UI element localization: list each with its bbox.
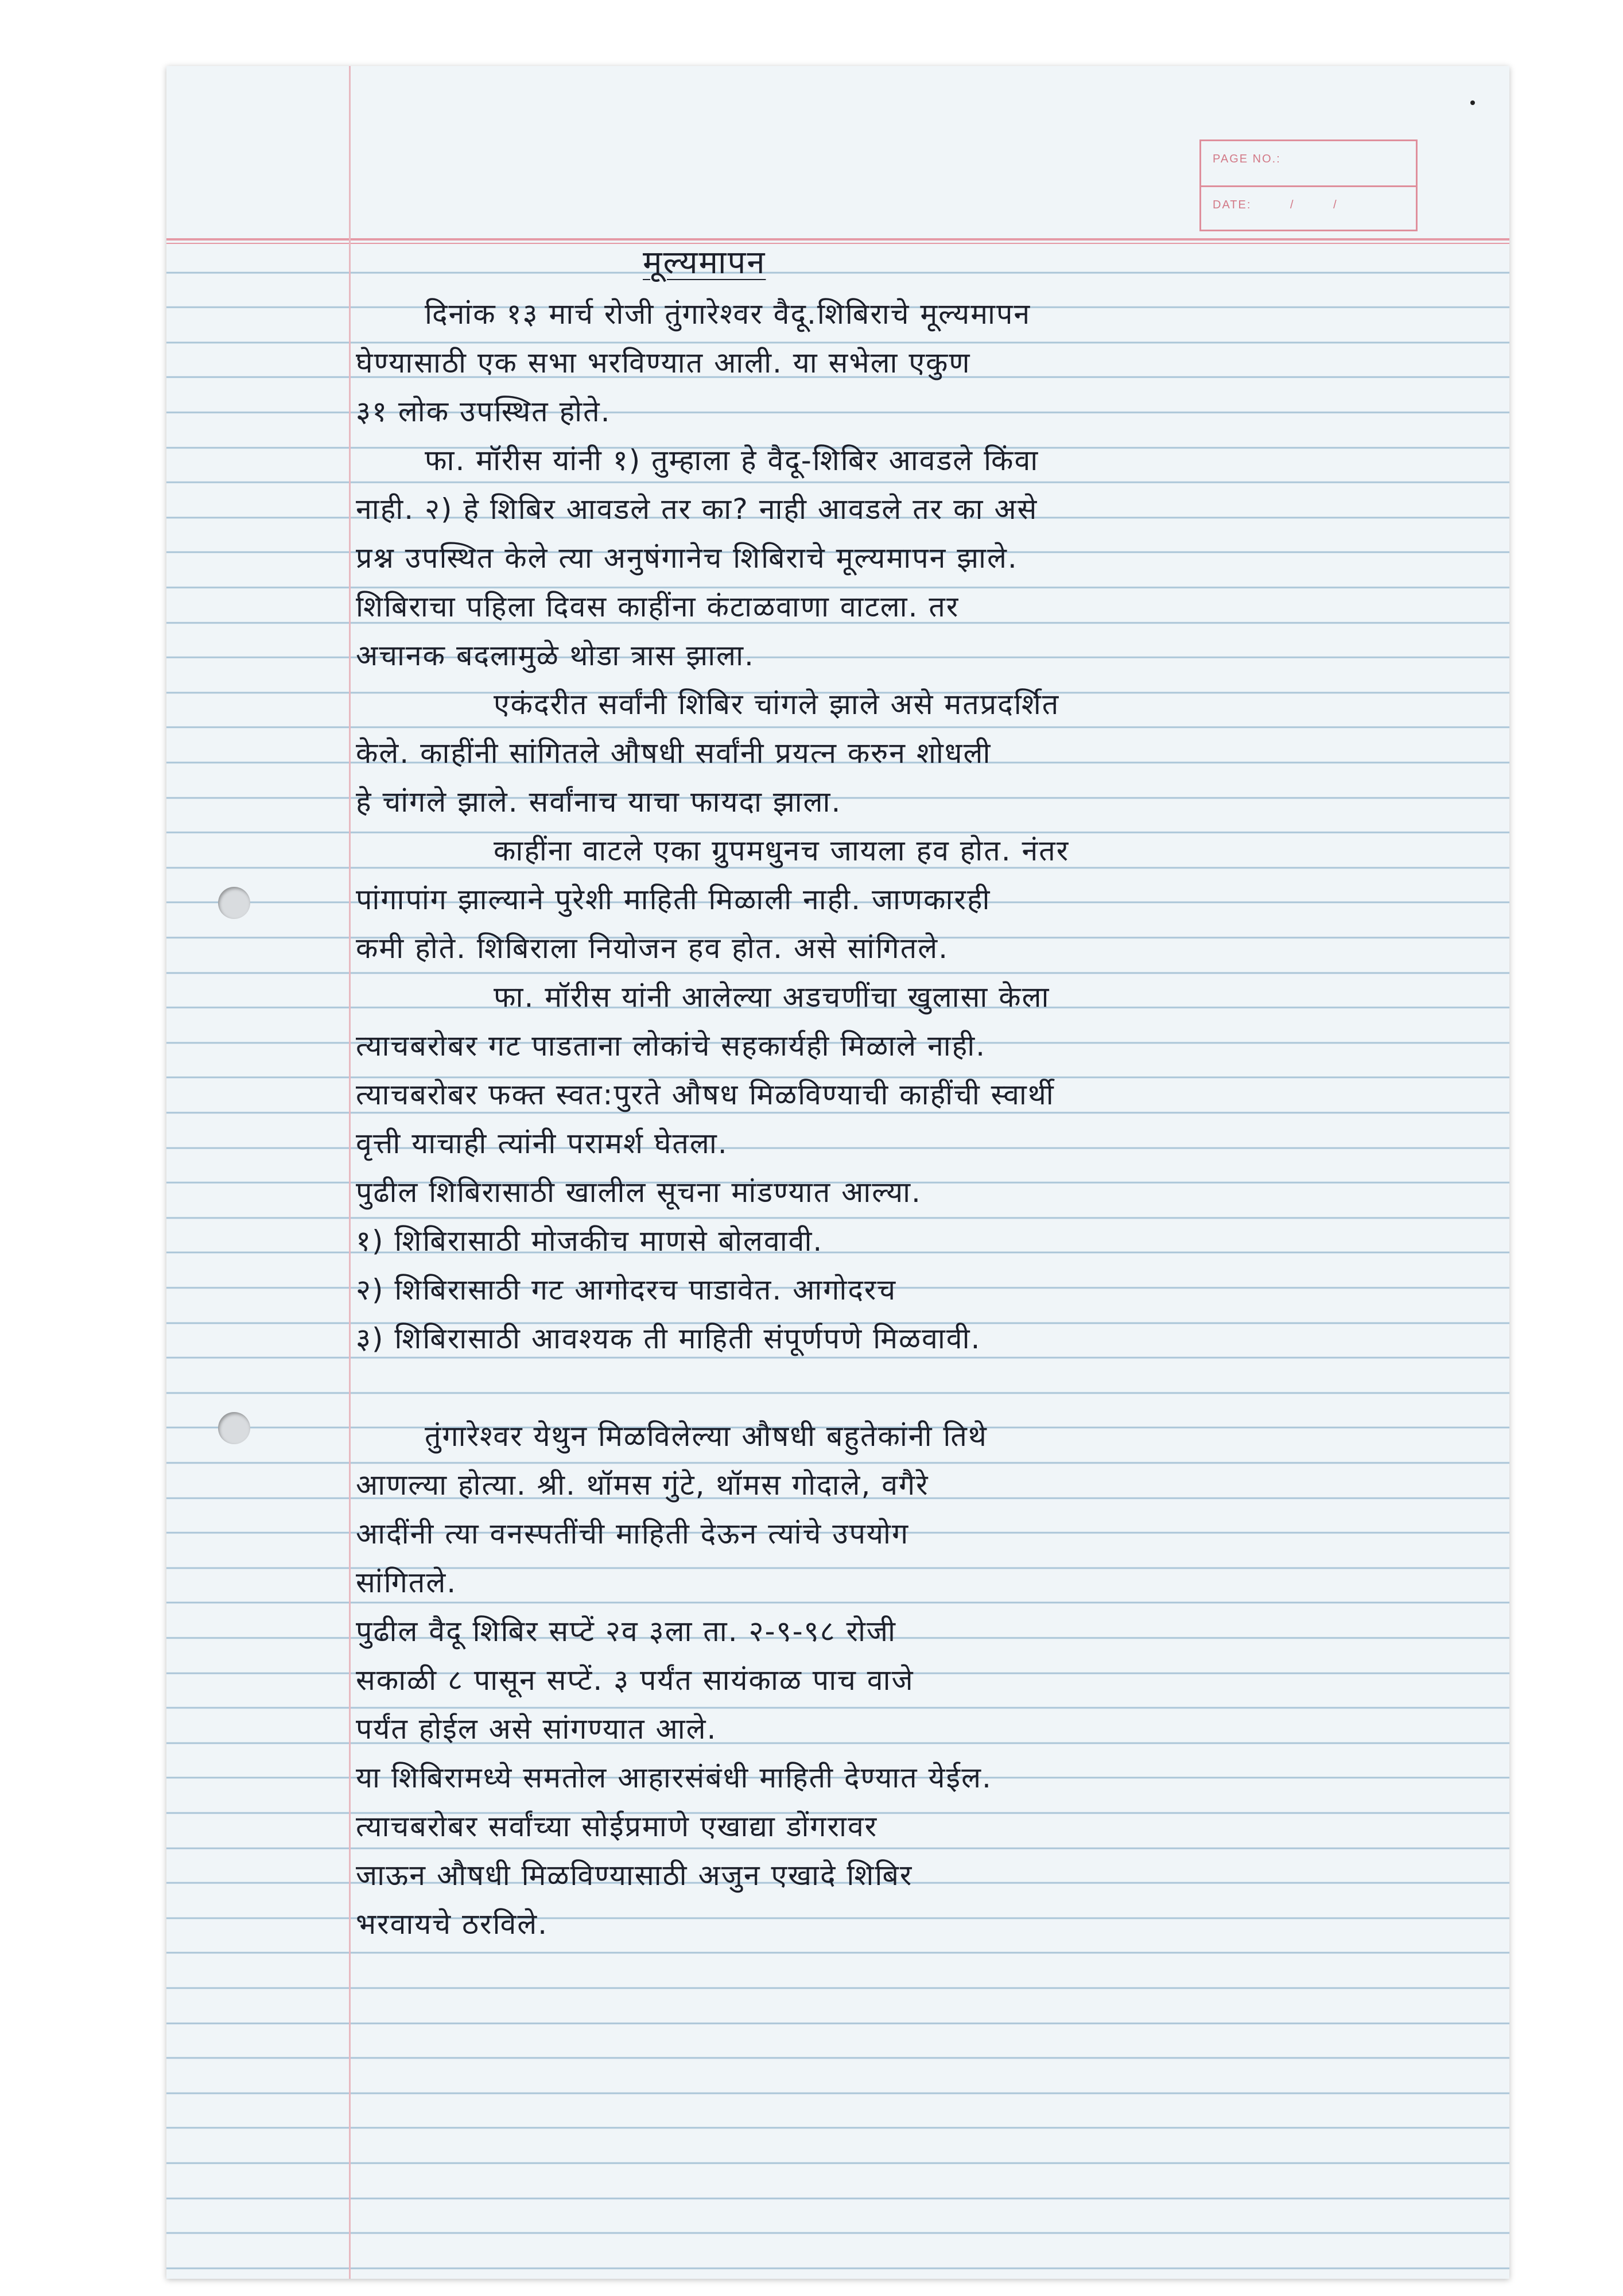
ink-dot — [1470, 100, 1475, 105]
page-title: मूल्यमापन — [643, 244, 766, 281]
punch-hole-top — [218, 887, 250, 919]
text-line: दिनांक १३ मार्च रोजी तुंगारेश्वर वैदू.शिबिराचे मूल्यमापन — [425, 297, 1031, 331]
text-line: फा. मॉरीस यांनी आलेल्या अडचणींचा खुलासा केला — [494, 980, 1050, 1014]
page-number-label: PAGE NO.: — [1213, 153, 1281, 165]
text-line: भरवायचे ठरविले. — [356, 1907, 549, 1941]
text-line: काहींना वाटले एका ग्रुपमधुनच जायला हव होत. नंतर — [494, 834, 1070, 867]
text-line: पांगापांग झाल्याने पुरेशी माहिती मिळाली नाही. जाणकारही — [356, 883, 991, 916]
handwritten-text — [356, 238, 1481, 1949]
date-row — [1201, 185, 1416, 230]
text-line: त्याचबरोबर गट पाडताना लोकांचे सहकार्यही मिळाले नाही. — [356, 1029, 987, 1062]
text-line: या शिबिरामध्ये समतोल आहारसंबंधी माहिती देण्यात येईल. — [356, 1761, 992, 1794]
notebook-page — [166, 66, 1509, 2279]
text-line: सकाळी ८ पासून सप्टें. ३ पर्यंत सायंकाळ पाच वाजे — [356, 1663, 914, 1697]
text-line: फा. मॉरीस यांनी १) तुम्हाला हे वैदू-शिबिर आवडले किंवा — [425, 444, 1039, 477]
margin-line — [349, 66, 351, 2279]
text-line: जाऊन औषधी मिळविण्यासाठी अजुन एखादे शिबिर — [356, 1859, 913, 1892]
text-line: पर्यंत होईल असे सांगण्यात आले. — [356, 1712, 717, 1746]
page-number-row — [1201, 141, 1416, 185]
text-line: घेण्यासाठी एक सभा भरविण्यात आली. या सभेला एकुण — [356, 346, 971, 379]
suggestion-item: २) शिबिरासाठी गट आगोदरच पाडावेत. आगोदरच — [356, 1273, 897, 1306]
date-separator-1: / — [1290, 199, 1295, 211]
text-line: पुढील शिबिरासाठी खालील सूचना मांडण्यात आल्या. — [356, 1176, 922, 1209]
text-line: शिबिराचा पहिला दिवस काहींना कंटाळवाणा वाटला. तर — [356, 590, 960, 623]
text-line: एकंदरीत सर्वांनी शिबिर चांगले झाले असे मतप्रदर्शित — [494, 688, 1060, 721]
suggestion-item: ३) शिबिरासाठी आवश्यक ती माहिती संपूर्णपणे मिळवावी. — [356, 1322, 981, 1355]
text-line: कमी होते. शिबिराला नियोजन हव होत. असे सांगितले. — [356, 932, 949, 965]
text-line: त्याचबरोबर फक्त स्वत:पुरते औषध मिळविण्याची काहींची स्वार्थी — [356, 1078, 1055, 1111]
page-number-date-box — [1199, 139, 1418, 231]
text-line: अचानक बदलामुळे थोडा त्रास झाला. — [356, 639, 755, 672]
text-line: सांगितले. — [356, 1566, 457, 1599]
text-line: प्रश्न उपस्थित केले त्या अनुषंगानेच शिबिराचे मूल्यमापन झाले. — [356, 541, 1018, 575]
text-line: हे चांगले झाले. सर्वांनाच याचा फायदा झाला. — [356, 785, 842, 819]
text-line: त्याचबरोबर सर्वांच्या सोईप्रमाणे एखाद्या डोंगरावर — [356, 1810, 878, 1843]
date-separator-2: / — [1333, 199, 1338, 211]
punch-hole-bottom — [218, 1412, 250, 1444]
text-line: आदींनी त्या वनस्पतींची माहिती देऊन त्यांचे उपयोग — [356, 1517, 910, 1550]
blank-line — [356, 1363, 1481, 1412]
text-line: ३१ लोक उपस्थित होते. — [356, 395, 611, 428]
text-line: वृत्ती याचाही त्यांनी परामर्श घेतला. — [356, 1127, 728, 1160]
text-line: तुंगारेश्वर येथुन मिळविलेल्या औषधी बहुतेकांनी तिथे — [425, 1420, 988, 1453]
suggestion-item: १) शिबिरासाठी मोजकीच माणसे बोलवावी. — [356, 1224, 824, 1258]
text-line: केले. काहींनी सांगितले औषधी सर्वांनी प्रयत्न करुन शोधली — [356, 736, 992, 770]
date-label: DATE: — [1213, 199, 1252, 211]
text-line: पुढील वैदू शिबिर सप्टें २व ३ला ता. २-९-९८ रोजी — [356, 1615, 896, 1648]
text-line: आणल्या होत्या. श्री. थॉमस गुंटे, थॉमस गोदाले, वगैरे — [356, 1468, 929, 1502]
text-line: नाही. २) हे शिबिर आवडले तर का? नाही आवडले तर का असे — [356, 492, 1038, 526]
